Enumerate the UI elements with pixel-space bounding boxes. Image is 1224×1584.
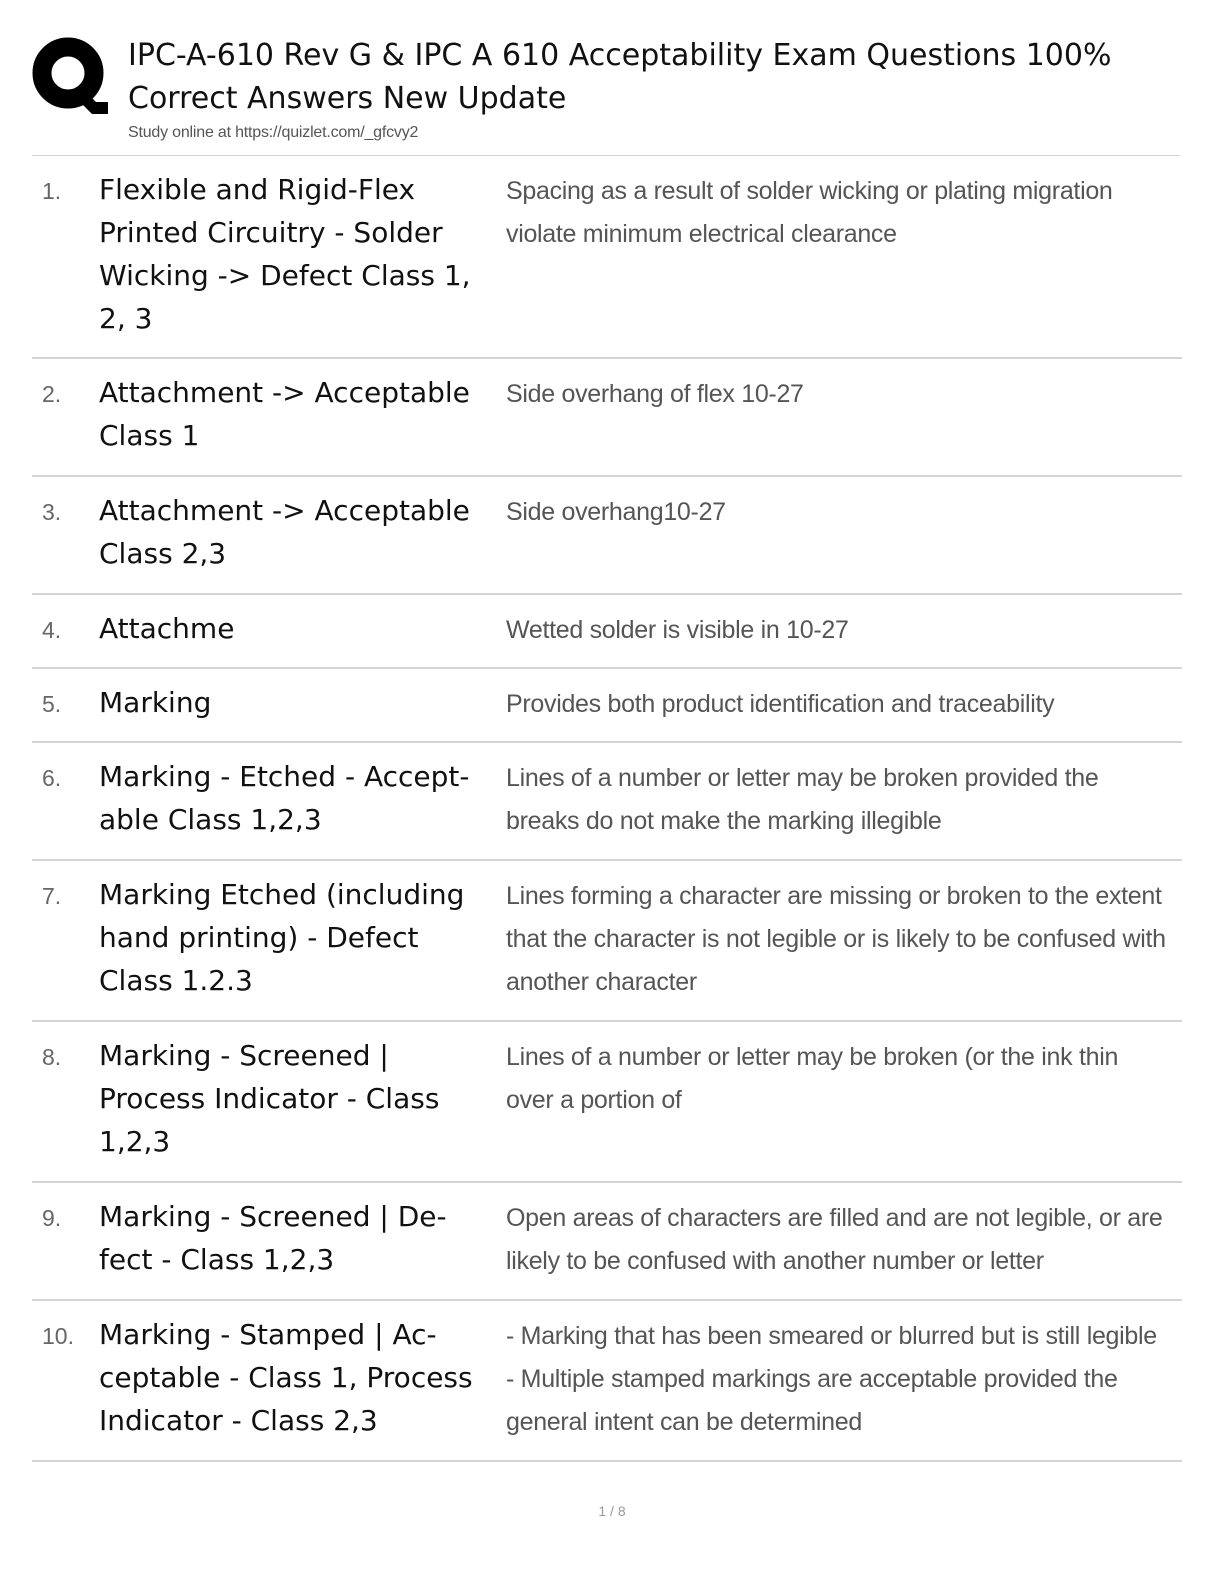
card-definition: Lines of a number or letter may be broken (or the ink thin over a portion of [506, 1043, 1119, 1114]
card-number: 10. [42, 1323, 74, 1349]
card-term: Marking [99, 686, 212, 719]
card-term: Marking - Etched - Accept-able Class 1,2,3 [99, 760, 470, 836]
card-definition: - Marking that has been smeared or blurred but is still legible - Multiple stamped markings are acceptable provided the general intent can be determined [506, 1322, 1157, 1436]
card-definition: Provides both product identification and traceability [506, 690, 1055, 718]
flashcard-row [32, 1022, 1182, 1183]
card-term: Marking - Screened | Process Indicator - Class 1,2,3 [99, 1039, 440, 1158]
card-definition: Lines of a number or letter may be broken provided the breaks do not make the marking illegible [506, 764, 1099, 835]
card-number: 9. [42, 1205, 62, 1231]
card-number: 8. [42, 1044, 62, 1070]
quizlet-q-logo-icon [32, 34, 110, 116]
card-number: 2. [42, 381, 62, 407]
card-term: Flexible and Rigid-Flex Printed Circuitry - Solder Wicking -> Defect Class 1, 2, 3 [99, 173, 471, 335]
card-definition: Open areas of characters are filled and are not legible, or are likely to be confused with another number or letter [506, 1204, 1163, 1275]
flashcard-row [32, 1183, 1182, 1301]
card-term: Attachment -> Acceptable Class 2,3 [99, 494, 470, 570]
flashcard-row [32, 359, 1182, 477]
card-number: 4. [42, 617, 62, 643]
study-online-link[interactable]: Study online at https://quizlet.com/_gfcvy2 [128, 124, 419, 141]
card-term: Attachment -> Acceptable Class 1 [99, 376, 470, 452]
card-definition: Lines forming a character are missing or broken to the extent that the character is not legible or is likely to be confused with another character [506, 882, 1166, 996]
card-definition: Side overhang10-27 [506, 498, 726, 526]
card-number: 5. [42, 691, 62, 717]
flashcard-row [32, 861, 1182, 1022]
flashcard-list [32, 156, 1182, 1462]
card-term: Marking - Screened | De-fect - Class 1,2,3 [99, 1200, 447, 1276]
flashcard-row [32, 156, 1182, 359]
card-definition: Spacing as a result of solder wicking or plating migration violate minimum electrical clearance [506, 177, 1113, 248]
card-term: Attachme [99, 612, 235, 645]
page-title: IPC-A-610 Rev G & IPC A 610 Acceptability Exam Questions 100% Correct Answers New Update [128, 38, 1112, 116]
page-indicator: 1 / 8 [598, 1503, 626, 1519]
card-number: 1. [42, 178, 62, 204]
card-number: 7. [42, 883, 62, 909]
card-term: Marking Etched (including hand printing) - Defect Class 1.2.3 [99, 878, 465, 997]
flashcard-row [32, 1301, 1182, 1462]
flashcard-row [32, 595, 1182, 669]
card-number: 6. [42, 765, 62, 791]
card-definition: Wetted solder is visible in 10-27 [506, 616, 849, 644]
card-definition: Side overhang of flex 10-27 [506, 380, 804, 408]
flashcard-row [32, 743, 1182, 861]
flashcard-row [32, 669, 1182, 743]
card-number: 3. [42, 499, 62, 525]
page-header [32, 30, 1202, 154]
flashcard-row [32, 477, 1182, 595]
card-term: Marking - Stamped | Ac-ceptable - Class 1, Process Indicator - Class 2,3 [99, 1318, 473, 1437]
